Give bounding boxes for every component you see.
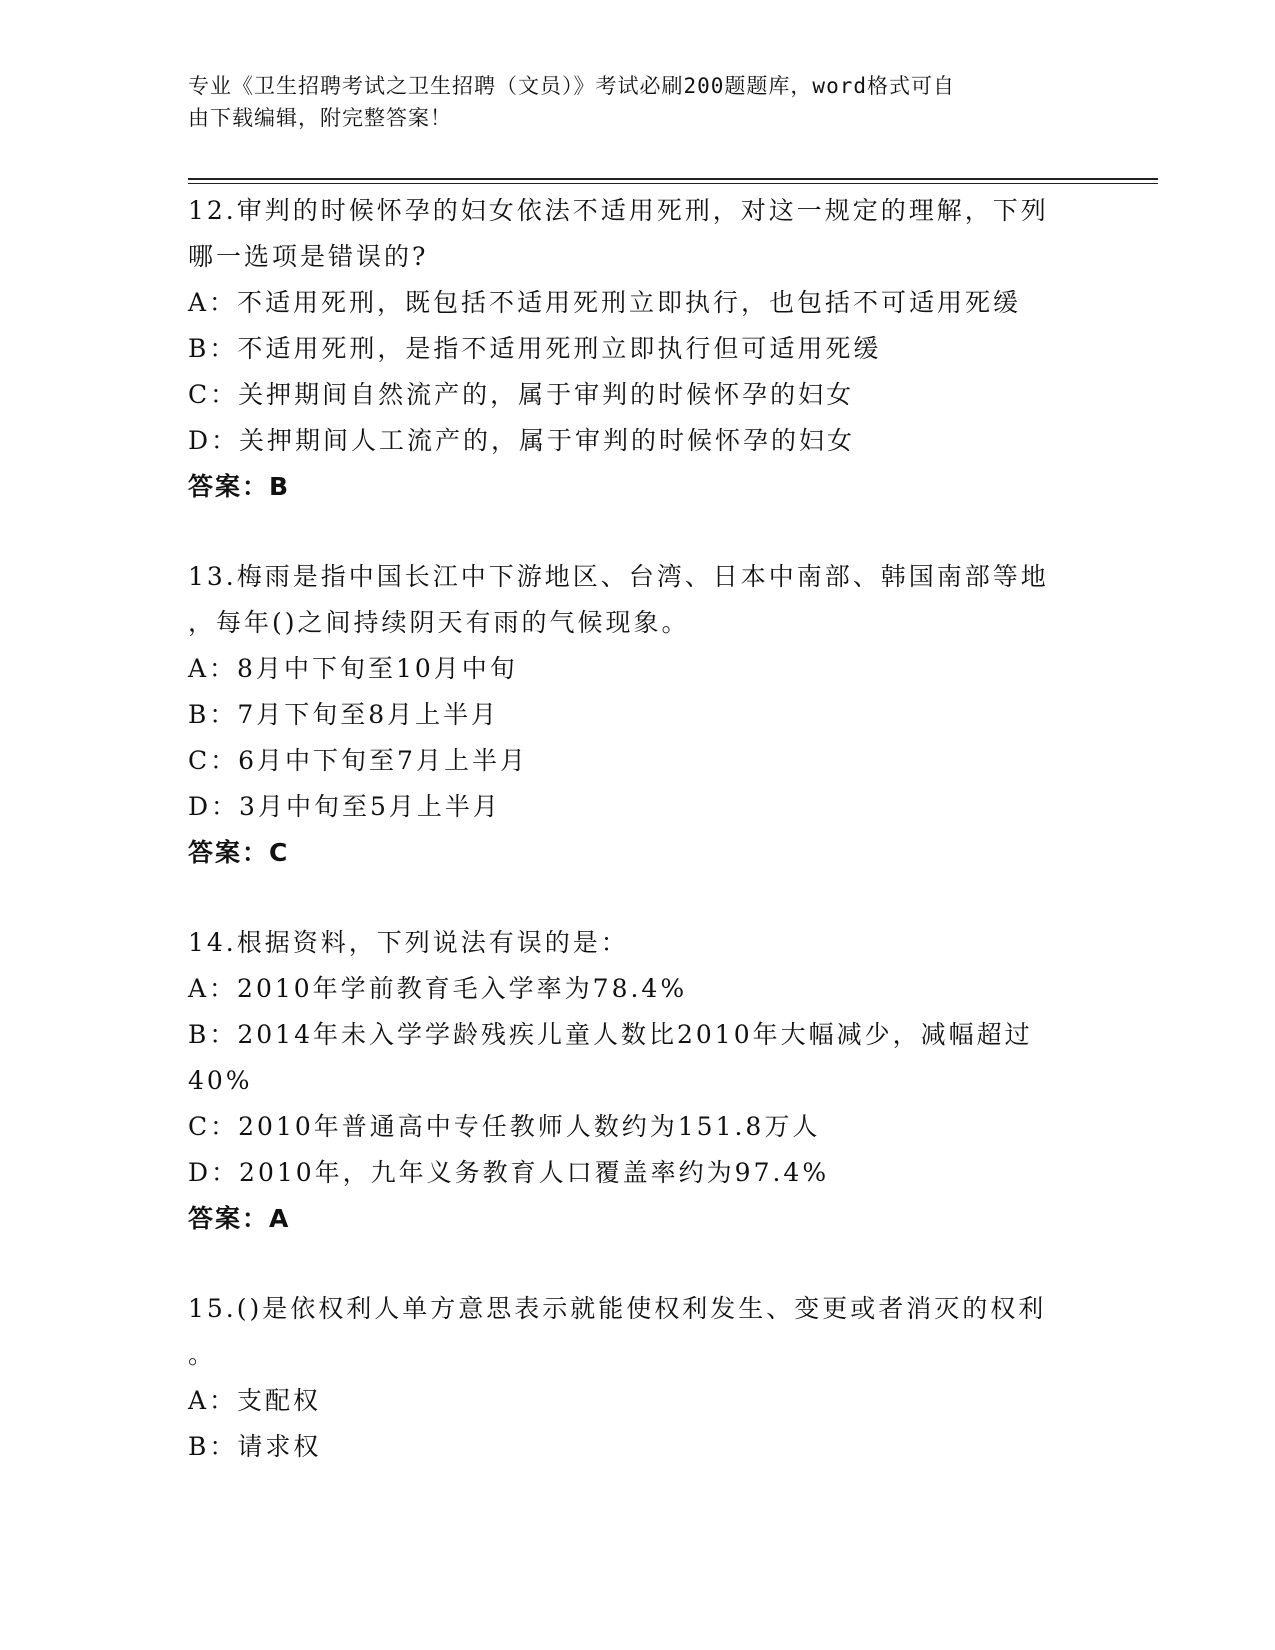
- question-stem: 14.根据资料，下列说法有误的是：: [188, 928, 629, 957]
- answer-label: 答案：C: [188, 838, 290, 867]
- option-d: D：关押期间人工流产的，属于审判的时候怀孕的妇女: [188, 426, 856, 455]
- option-c: C：2010年普通高中专任教师人数约为151.8万人: [188, 1112, 821, 1141]
- option-c: C：6月中下旬至7月上半月: [188, 746, 528, 775]
- option-a: A：不适用死刑，既包括不适用死刑立即执行，也包括不可适用死缓: [188, 288, 1022, 317]
- option-d: D：3月中旬至5月上半月: [188, 792, 501, 821]
- document-header: [188, 70, 1068, 134]
- option-a: A：2010年学前教育毛入学率为78.4%: [188, 974, 688, 1003]
- question-13: [188, 554, 1078, 876]
- answer-label: 答案：B: [188, 472, 291, 501]
- header-divider-thin: [188, 183, 1158, 184]
- option-b: B：2014年未入学学龄残疾儿童人数比2010年大幅减少，减幅超过: [188, 1020, 1033, 1049]
- header-divider-thick: [188, 178, 1158, 180]
- option-b: B：请求权: [188, 1432, 322, 1461]
- question-14: [188, 920, 1078, 1242]
- option-a: A：支配权: [188, 1386, 322, 1415]
- option-b: B：7月下旬至8月上半月: [188, 700, 500, 729]
- question-stem: 。: [188, 1340, 217, 1369]
- question-12: [188, 188, 1078, 510]
- question-stem: 12.审判的时候怀孕的妇女依法不适用死刑，对这一规定的理解，下列: [188, 196, 1049, 225]
- question-stem: ，每年()之间持续阴天有雨的气候现象。: [188, 608, 690, 637]
- question-stem: 15.()是依权利人单方意思表示就能使权利发生、变更或者消灭的权利: [188, 1294, 1047, 1323]
- option-b: B：不适用死刑，是指不适用死刑立即执行但可适用死缓: [188, 334, 882, 363]
- header-line-1: 专业《卫生招聘考试之卫生招聘（文员）》考试必刷200题题库，word格式可自: [188, 74, 955, 98]
- question-stem: 哪一选项是错误的?: [188, 242, 429, 271]
- answer-label: 答案：A: [188, 1204, 291, 1233]
- option-d: D：2010年，九年义务教育人口覆盖率约为97.4%: [188, 1158, 830, 1187]
- question-stem: 13.梅雨是指中国长江中下游地区、台湾、日本中南部、韩国南部等地: [188, 562, 1049, 591]
- option-b-continued: 40%: [188, 1066, 253, 1095]
- question-15: [188, 1286, 1078, 1470]
- header-line-2: 由下载编辑，附完整答案！: [188, 106, 452, 130]
- option-c: C：关押期间自然流产的，属于审判的时候怀孕的妇女: [188, 380, 855, 409]
- option-a: A：8月中下旬至10月中旬: [188, 654, 518, 683]
